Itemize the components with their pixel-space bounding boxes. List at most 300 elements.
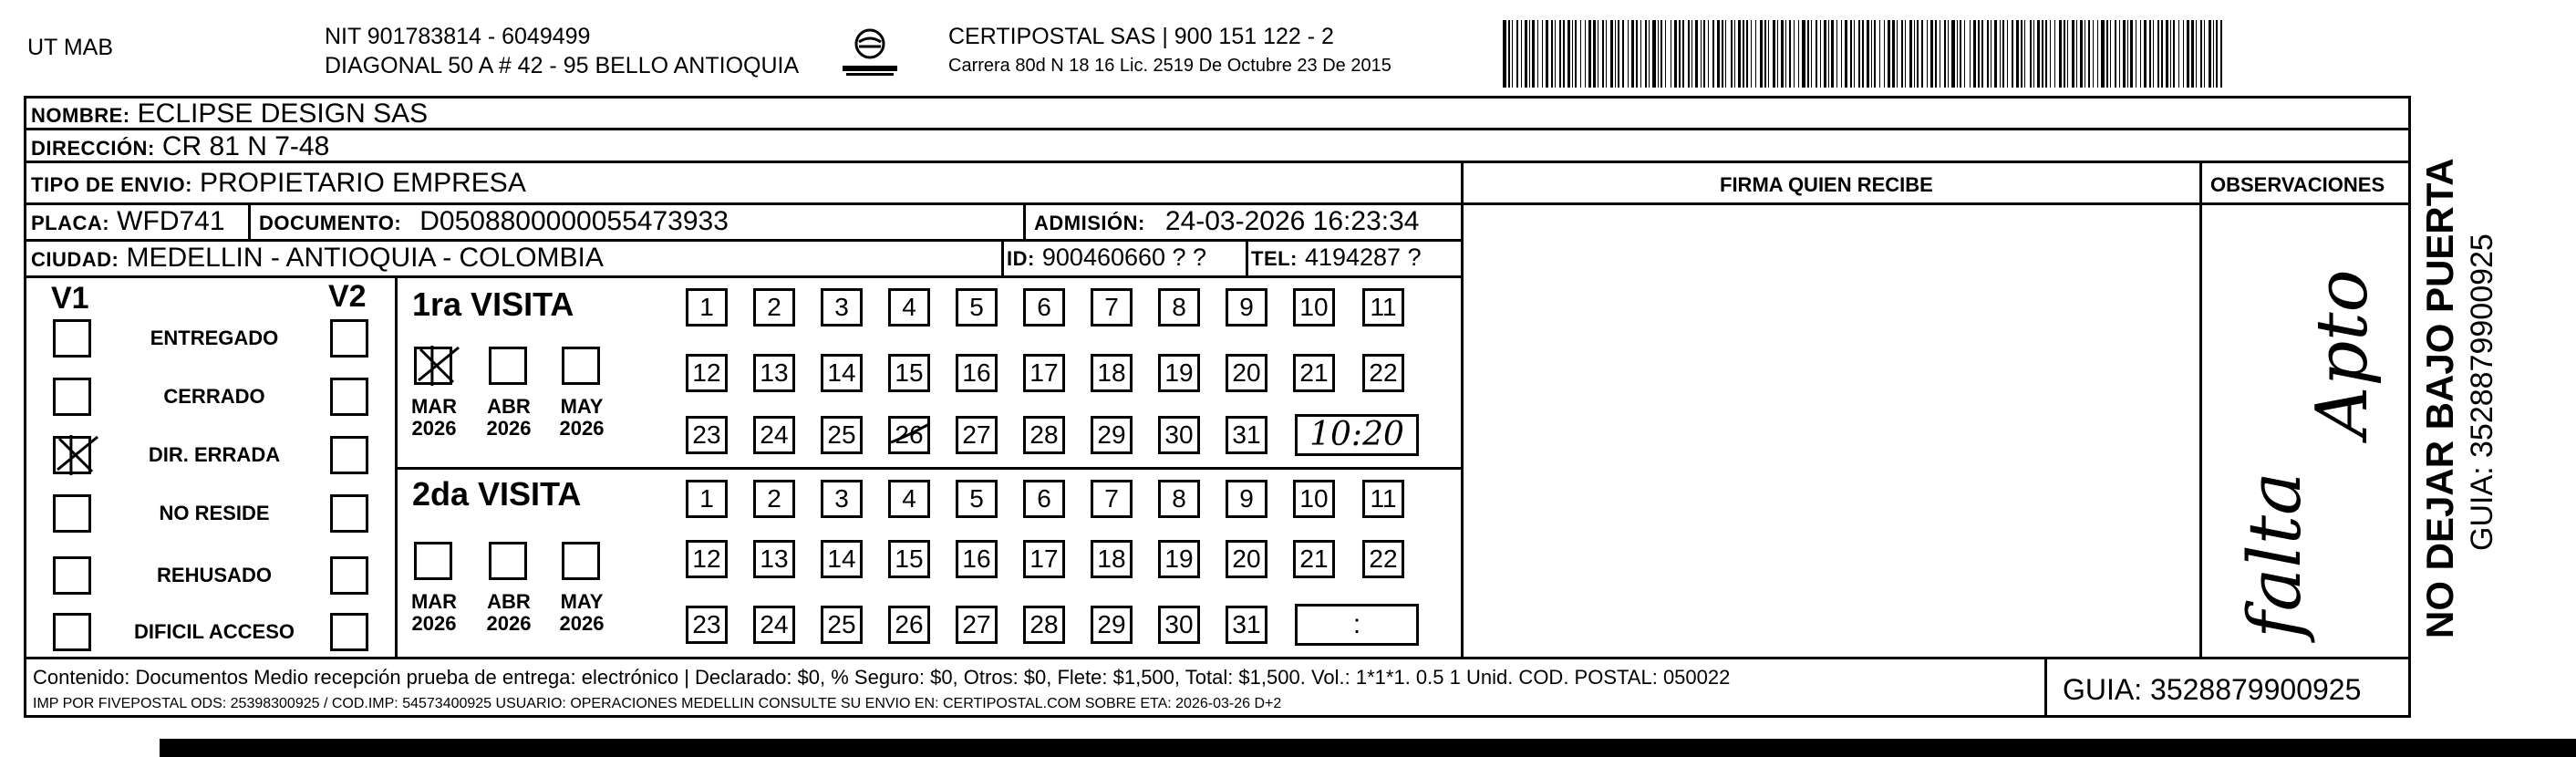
month-checkbox[interactable] bbox=[489, 542, 527, 580]
barcode-bar bbox=[1551, 20, 1553, 88]
barcode-bar bbox=[1897, 20, 1898, 88]
day-box[interactable]: 13 bbox=[753, 354, 795, 392]
barcode-bar bbox=[1743, 20, 1744, 88]
barcode-bar bbox=[1802, 20, 1805, 88]
barcode-bar bbox=[1867, 20, 1869, 88]
barcode-bar bbox=[1503, 20, 1506, 88]
day-box[interactable]: 28 bbox=[1023, 606, 1065, 644]
day-box[interactable]: 16 bbox=[956, 354, 998, 392]
barcode-bar bbox=[1580, 20, 1581, 88]
day-box[interactable]: 27 bbox=[956, 416, 998, 454]
admision-value: 24-03-2026 16:23:34 bbox=[1164, 206, 1420, 236]
side-guia: GUIA: 3528879900925 bbox=[2465, 233, 2499, 551]
barcode-bar bbox=[2178, 20, 2179, 88]
barcode-bar bbox=[1606, 20, 1607, 88]
tel-field bbox=[1251, 244, 1422, 271]
barcode-bar bbox=[2024, 20, 2025, 88]
barcode-bar bbox=[1703, 20, 1705, 88]
month-label: ABR 2026 bbox=[486, 590, 532, 636]
barcode-bar bbox=[1567, 20, 1570, 88]
barcode-bar bbox=[1652, 20, 1656, 88]
barcode-bar bbox=[2088, 20, 2090, 88]
barcode-bar bbox=[1935, 20, 1937, 88]
day-box[interactable]: 4 bbox=[888, 480, 930, 518]
barcode-bar bbox=[2012, 20, 2013, 88]
barcode-bar bbox=[1978, 20, 1980, 88]
barcode-bar bbox=[1563, 20, 1565, 88]
day-box[interactable]: 20 bbox=[1226, 540, 1267, 578]
barcode-bar bbox=[2157, 20, 2159, 88]
observation-handwriting-1: falta bbox=[2232, 472, 2317, 638]
admision-field bbox=[1034, 208, 1419, 235]
barcode-bar bbox=[1731, 20, 1733, 88]
barcode-bar bbox=[1921, 20, 1923, 88]
day-box[interactable]: 3 bbox=[821, 480, 863, 518]
v2-checkbox[interactable] bbox=[330, 556, 368, 595]
day-box[interactable]: 18 bbox=[1091, 540, 1133, 578]
barcode-bar bbox=[1679, 20, 1681, 88]
barcode-bar bbox=[1618, 20, 1619, 88]
day-box[interactable]: 1 bbox=[686, 480, 728, 518]
barcode-bar bbox=[1785, 20, 1786, 88]
barcode-bar bbox=[1841, 20, 1842, 88]
barcode-bar bbox=[1820, 20, 1821, 88]
day-box[interactable]: 18 bbox=[1091, 354, 1133, 392]
documento-label: DOCUMENTO: bbox=[259, 212, 402, 234]
barcode-bar bbox=[1508, 20, 1510, 88]
visit2-title: 2da VISITA bbox=[412, 475, 582, 513]
barcode-bar bbox=[1602, 20, 1604, 88]
barcode-bar bbox=[1892, 20, 1895, 88]
status-label: DIR. ERRADA bbox=[148, 443, 281, 466]
ciudad-label: CIUDAD: bbox=[31, 248, 119, 271]
barcode-bar bbox=[1525, 20, 1527, 88]
day-box[interactable]: 7 bbox=[1091, 288, 1133, 327]
day-box[interactable]: 3 bbox=[821, 288, 863, 327]
day-box[interactable]: 4 bbox=[888, 288, 930, 327]
company-sub: Carrera 80d N 18 16 Lic. 2519 De Octubre 23 De 2015 bbox=[948, 56, 1391, 76]
barcode-bar bbox=[1572, 20, 1573, 88]
status-label: REHUSADO bbox=[157, 564, 272, 586]
footer-content: Contenido: Documentos Medio recepción prueba de entrega: electrónico | Declarado: $0, % Seguro: $0, Otros: $0, Flete: $1,500, Total: $1,500. Vol.: 1*1*1. 0.5 1 Unid. COD. POSTAL: 050022 bbox=[33, 666, 1731, 689]
barcode-bar bbox=[1658, 20, 1659, 88]
day-box[interactable]: 12 bbox=[686, 540, 728, 578]
tipo-envio-field bbox=[31, 170, 526, 197]
day-box[interactable]: 26 bbox=[888, 416, 930, 454]
v1-checkbox[interactable] bbox=[53, 556, 91, 595]
tipo-envio-label: TIPO DE ENVIO: bbox=[31, 173, 192, 196]
barcode-bar bbox=[1781, 20, 1784, 88]
day-box[interactable]: 21 bbox=[1293, 540, 1335, 578]
barcode-bar bbox=[2067, 20, 2068, 88]
day-box[interactable]: 1 bbox=[686, 288, 728, 327]
barcode-bar bbox=[1691, 20, 1692, 88]
day-box[interactable]: 7 bbox=[1091, 480, 1133, 518]
barcode-bar bbox=[2101, 20, 2105, 88]
barcode-bar bbox=[1717, 20, 1720, 88]
barcode-bar bbox=[1807, 20, 1809, 88]
documento-value: D0508800000055473933 bbox=[419, 206, 729, 236]
barcode-bar bbox=[1688, 20, 1690, 88]
day-box[interactable]: 11 bbox=[1362, 480, 1404, 518]
barcode-bar bbox=[1738, 20, 1741, 88]
company-line: CERTIPOSTAL SAS | 900 151 122 - 2 bbox=[948, 24, 1334, 49]
barcode-bar bbox=[1816, 20, 1817, 88]
side-warning: NO DEJAR BAJO PUERTA bbox=[2418, 158, 2461, 638]
status-label: ENTREGADO bbox=[150, 327, 279, 349]
barcode-bar bbox=[1794, 20, 1795, 88]
day-box[interactable]: 6 bbox=[1023, 288, 1065, 327]
barcode-bar bbox=[1994, 20, 1997, 88]
id-field bbox=[1007, 244, 1206, 271]
barcode-bar bbox=[2200, 20, 2202, 88]
month-checkbox[interactable] bbox=[414, 347, 452, 385]
barcode-bar bbox=[2144, 20, 2147, 88]
day-box[interactable]: 24 bbox=[753, 606, 795, 644]
barcode-bar bbox=[1610, 20, 1613, 88]
day-box[interactable]: 24 bbox=[753, 416, 795, 454]
month-checkbox[interactable] bbox=[562, 542, 600, 580]
day-box[interactable]: 25 bbox=[821, 416, 863, 454]
barcode-bar bbox=[2187, 20, 2189, 88]
barcode-bar bbox=[2033, 20, 2034, 88]
barcode-bar bbox=[1987, 20, 1989, 88]
barcode-bar bbox=[1631, 20, 1634, 88]
barcode-bar bbox=[2170, 20, 2171, 88]
day-box[interactable]: 19 bbox=[1158, 354, 1200, 392]
month-checkbox[interactable] bbox=[562, 347, 600, 385]
barcode-bar bbox=[2037, 20, 2040, 88]
nombre-field bbox=[31, 100, 428, 128]
day-box[interactable]: 30 bbox=[1158, 606, 1200, 644]
barcode-bar bbox=[1973, 20, 1976, 88]
barcode-bar bbox=[1964, 20, 1965, 88]
sender-code: UT MAB bbox=[27, 35, 113, 60]
observaciones-header: OBSERVACIONES bbox=[2210, 173, 2385, 196]
address-line: DIAGONAL 50 A # 42 - 95 BELLO ANTIOQUIA bbox=[325, 53, 800, 78]
nombre-label: NOMBRE: bbox=[31, 104, 130, 127]
barcode-bar bbox=[1789, 20, 1791, 88]
barcode-bar bbox=[1529, 20, 1530, 88]
barcode-bar bbox=[2123, 20, 2126, 88]
barcode-bar bbox=[2130, 20, 2133, 88]
ciudad-value: MEDELLIN - ANTIOQUIA - COLOMBIA bbox=[126, 243, 604, 273]
id-label: ID: bbox=[1007, 247, 1035, 270]
barcode-bar bbox=[1636, 20, 1638, 88]
barcode-bar bbox=[1755, 20, 1756, 88]
barcode-bar bbox=[1537, 20, 1538, 88]
barcode-bar bbox=[1836, 20, 1837, 88]
v1-checkbox[interactable] bbox=[53, 613, 91, 651]
barcode-bar bbox=[1764, 20, 1766, 88]
barcode-bar bbox=[1588, 20, 1591, 88]
barcode-bar bbox=[1831, 20, 1834, 88]
status-label: CERRADO bbox=[163, 385, 265, 408]
barcode-bar bbox=[1734, 20, 1735, 88]
barcode-bar bbox=[1615, 20, 1616, 88]
barcode-bar bbox=[2173, 20, 2175, 88]
barcode-bar bbox=[2042, 20, 2043, 88]
barcode-bar bbox=[1701, 20, 1702, 88]
barcode-bar bbox=[1712, 20, 1714, 88]
barcode-bar bbox=[2110, 20, 2111, 88]
v2-checkbox[interactable] bbox=[330, 494, 368, 533]
barcode-bar bbox=[2064, 20, 2065, 88]
day-box[interactable]: 2 bbox=[753, 480, 795, 518]
barcode-bar bbox=[1722, 20, 1723, 88]
certipostal-logo bbox=[837, 27, 903, 78]
v2-checkbox[interactable] bbox=[330, 436, 368, 474]
barcode-bar bbox=[1884, 20, 1885, 88]
barcode-bar bbox=[2000, 20, 2001, 88]
barcode-bar bbox=[2059, 20, 2062, 88]
barcode-bar bbox=[2161, 20, 2163, 88]
tel-label: TEL: bbox=[1251, 247, 1298, 270]
barcode-bar bbox=[2106, 20, 2108, 88]
v1-checkbox[interactable] bbox=[53, 436, 91, 474]
barcode-bar bbox=[1725, 20, 1726, 88]
day-box[interactable]: 23 bbox=[686, 416, 728, 454]
barcode-bar bbox=[2209, 20, 2211, 88]
barcode-bar bbox=[1960, 20, 1961, 88]
documento-field bbox=[259, 208, 729, 235]
barcode-bar bbox=[2016, 20, 2019, 88]
barcode-bar bbox=[1909, 20, 1912, 88]
barcode-bar bbox=[1746, 20, 1748, 88]
day-box[interactable]: 16 bbox=[956, 540, 998, 578]
bottom-edge-bar bbox=[160, 739, 2576, 757]
direccion-value: CR 81 N 7-48 bbox=[161, 131, 330, 161]
day-box[interactable]: 25 bbox=[821, 606, 863, 644]
barcode-bar bbox=[2115, 20, 2116, 88]
barcode-bar bbox=[2072, 20, 2074, 88]
barcode-bar bbox=[2093, 20, 2094, 88]
barcode-bar bbox=[1888, 20, 1890, 88]
month-label: MAR 2026 bbox=[410, 395, 458, 441]
day-box[interactable]: 8 bbox=[1158, 480, 1200, 518]
barcode-bar bbox=[2204, 20, 2205, 88]
barcode-bar bbox=[1862, 20, 1864, 88]
footer-print-info: IMP POR FIVEPOSTAL ODS: 25398300925 / COD.IMP: 54573400925 USUARIO: OPERACIONES MEDELLIN CONSULTE SU ENVIO EN: CERTIPOSTAL.COM SOBRE ETA: 2026-03-26 D+2 bbox=[33, 696, 1282, 711]
visit-time-box[interactable]: 10:20 bbox=[1295, 414, 1419, 456]
day-box[interactable]: 10 bbox=[1293, 288, 1335, 327]
barcode-bar bbox=[1559, 20, 1561, 88]
id-value: 900460660 ? ? bbox=[1041, 244, 1207, 271]
day-box[interactable]: 29 bbox=[1091, 606, 1133, 644]
day-box[interactable]: 5 bbox=[956, 480, 998, 518]
status-label: NO RESIDE bbox=[159, 502, 270, 524]
day-box[interactable]: 29 bbox=[1091, 416, 1133, 454]
barcode-bar bbox=[1640, 20, 1641, 88]
barcode-bar bbox=[1660, 20, 1662, 88]
day-box[interactable]: 13 bbox=[753, 540, 795, 578]
day-box[interactable]: 14 bbox=[821, 354, 863, 392]
barcode-bar bbox=[2054, 20, 2055, 88]
barcode-bar bbox=[1951, 20, 1955, 88]
barcode-bar bbox=[1575, 20, 1577, 88]
visit-time-box[interactable]: : bbox=[1295, 604, 1419, 646]
barcode-bar bbox=[2097, 20, 2098, 88]
nit-line: NIT 901783814 - 6049499 bbox=[325, 24, 591, 49]
barcode-bar bbox=[1532, 20, 1535, 88]
admision-label: ADMISIÓN: bbox=[1034, 212, 1145, 234]
v1-checkbox[interactable] bbox=[53, 378, 91, 416]
tel-value: 4194287 ? bbox=[1304, 244, 1422, 271]
barcode-bar bbox=[2030, 20, 2032, 88]
barcode-bar bbox=[2119, 20, 2120, 88]
month-label: MAY 2026 bbox=[559, 590, 605, 636]
v1-checkbox[interactable] bbox=[53, 494, 91, 533]
barcode-bar bbox=[2149, 20, 2151, 88]
barcode-bar bbox=[2183, 20, 2184, 88]
barcode-bar bbox=[2191, 20, 2194, 88]
day-box[interactable]: 6 bbox=[1023, 480, 1065, 518]
tipo-envio-value: PROPIETARIO EMPRESA bbox=[199, 168, 526, 198]
day-box[interactable]: 9 bbox=[1226, 480, 1267, 518]
day-box[interactable]: 8 bbox=[1158, 288, 1200, 327]
barcode-bar bbox=[2021, 20, 2023, 88]
barcode-bar bbox=[1555, 20, 1556, 88]
barcode-bar bbox=[1981, 20, 1983, 88]
barcode-bar bbox=[1645, 20, 1647, 88]
barcode-bar bbox=[2140, 20, 2141, 88]
day-box[interactable]: 10 bbox=[1293, 480, 1335, 518]
visit1-title: 1ra VISITA bbox=[412, 285, 574, 323]
barcode-bar bbox=[1858, 20, 1860, 88]
barcode-bar bbox=[1850, 20, 1852, 88]
status-label: DIFICIL ACCESO bbox=[133, 620, 295, 643]
barcode-bar bbox=[1593, 20, 1596, 88]
barcode-bar bbox=[1927, 20, 1928, 88]
day-box[interactable]: 12 bbox=[686, 354, 728, 392]
barcode-bar bbox=[1708, 20, 1709, 88]
barcode-bar bbox=[2045, 20, 2047, 88]
barcode-bar bbox=[2153, 20, 2154, 88]
barcode-bar bbox=[1901, 20, 1903, 88]
day-box[interactable]: 22 bbox=[1362, 540, 1404, 578]
day-box[interactable]: 19 bbox=[1158, 540, 1200, 578]
barcode-bar bbox=[1871, 20, 1872, 88]
month-label: MAY 2026 bbox=[559, 395, 605, 441]
barcode-bar bbox=[1944, 20, 1946, 88]
check-x-mark-icon bbox=[54, 433, 92, 472]
barcode-bar bbox=[1512, 20, 1513, 88]
observation-handwriting-2: Apto bbox=[2302, 269, 2384, 438]
barcode-bar bbox=[1917, 20, 1919, 88]
day-box[interactable]: 14 bbox=[821, 540, 863, 578]
day-box[interactable]: 30 bbox=[1158, 416, 1200, 454]
day-box[interactable]: 5 bbox=[956, 288, 998, 327]
barcode-bar bbox=[1516, 20, 1518, 88]
day-box[interactable]: 22 bbox=[1362, 354, 1404, 392]
barcode-bar bbox=[1798, 20, 1799, 88]
barcode-bar bbox=[2213, 20, 2214, 88]
barcode-bar bbox=[2076, 20, 2077, 88]
barcode-bar bbox=[1811, 20, 1812, 88]
v1-header: V1 bbox=[51, 281, 89, 316]
day-box[interactable]: 26 bbox=[888, 606, 930, 644]
day-box[interactable]: 31 bbox=[1226, 606, 1267, 644]
barcode-bar bbox=[2216, 20, 2218, 88]
barcode-bar bbox=[1585, 20, 1586, 88]
barcode-bar bbox=[1905, 20, 1906, 88]
day-box[interactable]: 9 bbox=[1226, 288, 1267, 327]
day-box[interactable]: 17 bbox=[1023, 354, 1065, 392]
barcode-bar bbox=[1854, 20, 1855, 88]
barcode-bar bbox=[1695, 20, 1698, 88]
barcode-bar bbox=[1622, 20, 1624, 88]
footer-guia: GUIA: 3528879900925 bbox=[2063, 673, 2362, 706]
day-box[interactable]: 17 bbox=[1023, 540, 1065, 578]
day-box[interactable]: 21 bbox=[1293, 354, 1335, 392]
month-checkbox[interactable] bbox=[414, 542, 452, 580]
month-checkbox[interactable] bbox=[489, 347, 527, 385]
barcode-bar bbox=[1628, 20, 1629, 88]
barcode-bar bbox=[1914, 20, 1915, 88]
barcode-bar bbox=[1824, 20, 1826, 88]
barcode-bar bbox=[1845, 20, 1847, 88]
barcode-bar bbox=[1649, 20, 1650, 88]
barcode-bar bbox=[1768, 20, 1769, 88]
strike-mark-icon bbox=[887, 415, 933, 457]
barcode-bar bbox=[2220, 20, 2222, 88]
barcode-bar bbox=[1948, 20, 1949, 88]
ciudad-field bbox=[31, 244, 604, 272]
barcode-bar bbox=[2007, 20, 2008, 88]
day-box[interactable]: 15 bbox=[888, 540, 930, 578]
day-box[interactable]: 23 bbox=[686, 606, 728, 644]
barcode-bar bbox=[1970, 20, 1971, 88]
barcode-bar bbox=[2002, 20, 2004, 88]
barcode-bar bbox=[1879, 20, 1880, 88]
barcode-bar bbox=[1665, 20, 1666, 88]
barcode-bar bbox=[2166, 20, 2168, 88]
v2-header: V2 bbox=[328, 279, 367, 314]
v2-checkbox[interactable] bbox=[330, 378, 368, 416]
barcode-bar bbox=[1521, 20, 1522, 88]
day-box[interactable]: 28 bbox=[1023, 416, 1065, 454]
check-x-mark-icon bbox=[415, 344, 453, 382]
barcode-bar bbox=[1874, 20, 1876, 88]
day-box[interactable]: 20 bbox=[1226, 354, 1267, 392]
day-box[interactable]: 2 bbox=[753, 288, 795, 327]
placa-label: PLACA: bbox=[31, 212, 110, 234]
barcode-bar bbox=[1773, 20, 1775, 88]
barcode-bar bbox=[1777, 20, 1778, 88]
barcode-bar bbox=[1682, 20, 1684, 88]
v2-checkbox[interactable] bbox=[330, 319, 368, 358]
day-box[interactable]: 11 bbox=[1362, 288, 1404, 327]
day-box[interactable]: 15 bbox=[888, 354, 930, 392]
barcode-bar bbox=[2127, 20, 2128, 88]
firma-header: FIRMA QUIEN RECIBE bbox=[1720, 173, 1933, 196]
day-box[interactable]: 27 bbox=[956, 606, 998, 644]
barcode-bar bbox=[1546, 20, 1548, 88]
barcode-bar bbox=[1760, 20, 1763, 88]
direccion-field bbox=[31, 133, 329, 161]
barcode-bar bbox=[1542, 20, 1543, 88]
barcode-bar bbox=[2196, 20, 2197, 88]
barcode-bar bbox=[2050, 20, 2051, 88]
month-label: MAR 2026 bbox=[410, 590, 458, 636]
v2-checkbox[interactable] bbox=[330, 613, 368, 651]
barcode-bar bbox=[1751, 20, 1752, 88]
nombre-value: ECLIPSE DESIGN SAS bbox=[137, 99, 429, 129]
barcode-bar bbox=[2080, 20, 2083, 88]
v1-checkbox[interactable] bbox=[53, 319, 91, 358]
day-box[interactable]: 31 bbox=[1226, 416, 1267, 454]
barcode-bar bbox=[1930, 20, 1933, 88]
